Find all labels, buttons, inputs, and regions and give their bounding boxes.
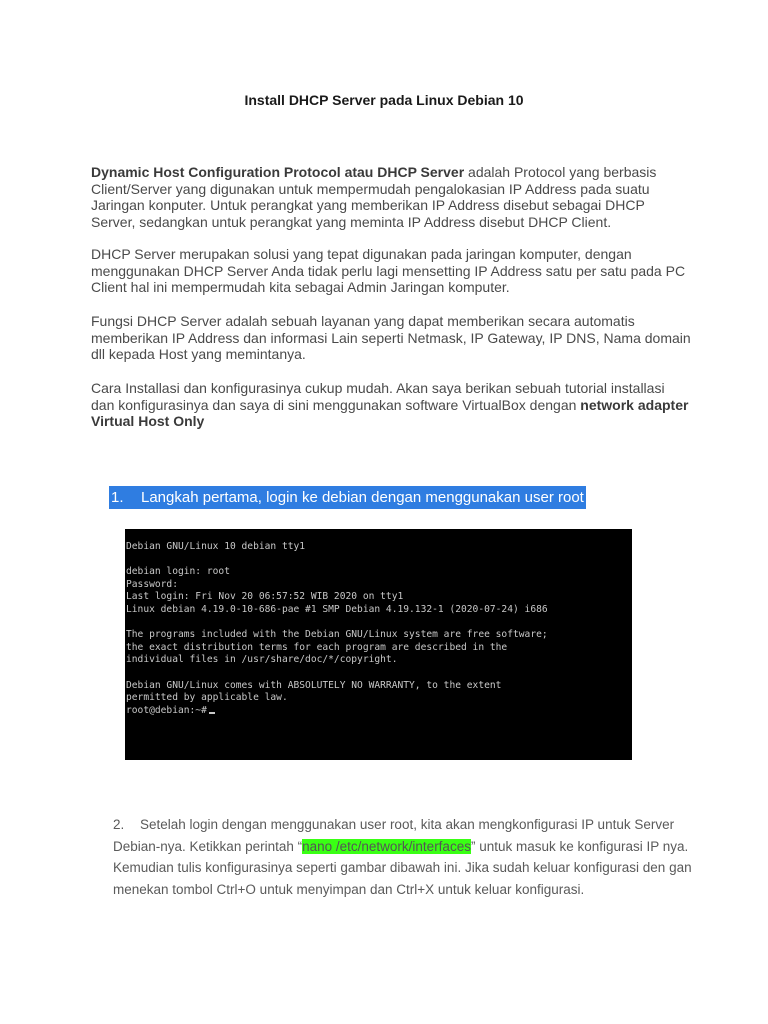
terminal-line: individual files in /usr/share/doc/*/copyright.	[126, 654, 398, 666]
terminal-cursor	[209, 712, 215, 714]
installation-paragraph	[91, 380, 691, 430]
terminal-line: Linux debian 4.19.0-10-686-pae #1 SMP Debian 4.19.132-1 (2020-07-24) i686	[126, 603, 548, 615]
terminal-line: permitted by applicable law.	[126, 692, 288, 704]
intro-paragraph	[91, 164, 691, 230]
terminal-line: The programs included with the Debian GNU/Linux system are free software;	[126, 629, 548, 641]
terminal-line: Debian GNU/Linux comes with ABSOLUTELY NO WARRANTY, to the extent	[126, 679, 502, 691]
step-1-number: 1.	[111, 489, 124, 506]
terminal-line	[126, 554, 632, 567]
terminal-line: Last login: Fri Nov 20 06:57:52 WIB 2020 on tty1	[126, 591, 404, 603]
document-title: Install DHCP Server pada Linux Debian 10	[244, 92, 524, 108]
installation-bold-term: network adapter Virtual Host Only	[91, 396, 689, 429]
terminal-screenshot	[125, 529, 632, 760]
terminal-line: Password:	[126, 578, 178, 590]
intro-bold-term: Dynamic Host Configuration Protocol atau DHCP Server	[91, 164, 465, 180]
terminal-line: the exact distribution terms for each program are described in the	[126, 641, 508, 653]
benefit-paragraph: DHCP Server merupakan solusi yang tepat digunakan pada jaringan komputer, dengan menggunakan DHCP Server Anda tidak perlu lagi mensetting IP Address satu per satu pada PC Client hal ini mempermudah kita sebagai Admin Jaringan komputer.	[91, 246, 686, 295]
intro-text: adalah Protocol yang berbasis Client/Server yang digunakan untuk mempermudah pengalokasian IP Address pada suatu Jaringan konputer. Untuk perangkat yang memberikan IP Address disebut sebagai DHCP Server, sedangkan untuk perangkat yang meminta IP Address disebut DHCP Client.	[91, 164, 657, 230]
step-1-heading	[109, 486, 586, 509]
terminal-prompt-line	[126, 705, 632, 718]
terminal-line: debian login: root	[126, 566, 230, 578]
step-2-number: 2.	[113, 817, 125, 832]
terminal-line	[126, 667, 632, 680]
function-paragraph: Fungsi DHCP Server adalah sebuah layanan yang dapat memberikan secara automatis memberikan IP Address dan informasi Lain seperti Netmask, IP Gateway, IP DNS, Nama domain dll kepada Host yang memintanya.	[91, 313, 691, 362]
installation-text: Cara Installasi dan konfigurasinya cukup mudah. Akan saya berikan sebuah tutorial installasi dan konfigurasinya dan saya di sini menggunakan software VirtualBox dengan	[91, 380, 665, 413]
step-2-text-after: ” untuk masuk ke konfigurasi IP nya. Kemudian tulis konfigurasinya seperti gambar dibawah ini. Jika sudah keluar konfigurasi den gan menekan tombol Ctrl+O untuk menyimpan dan Ctrl+X untuk keluar konfigurasi.	[113, 838, 692, 897]
terminal-line	[126, 617, 632, 630]
step-1-text: Langkah pertama, login ke debian dengan menggunakan user root	[141, 489, 584, 506]
terminal-prompt: root@debian:~#	[126, 704, 207, 716]
step-2-paragraph	[113, 814, 703, 900]
step-2-text-before: Setelah login dengan menggunakan user root, kita akan mengkonfigurasi IP untuk Server Debian-nya. Ketikkan perintah “	[113, 817, 675, 854]
highlighted-command: nano /etc/network/interfaces	[302, 838, 471, 854]
terminal-line: Debian GNU/Linux 10 debian tty1	[126, 541, 306, 552]
